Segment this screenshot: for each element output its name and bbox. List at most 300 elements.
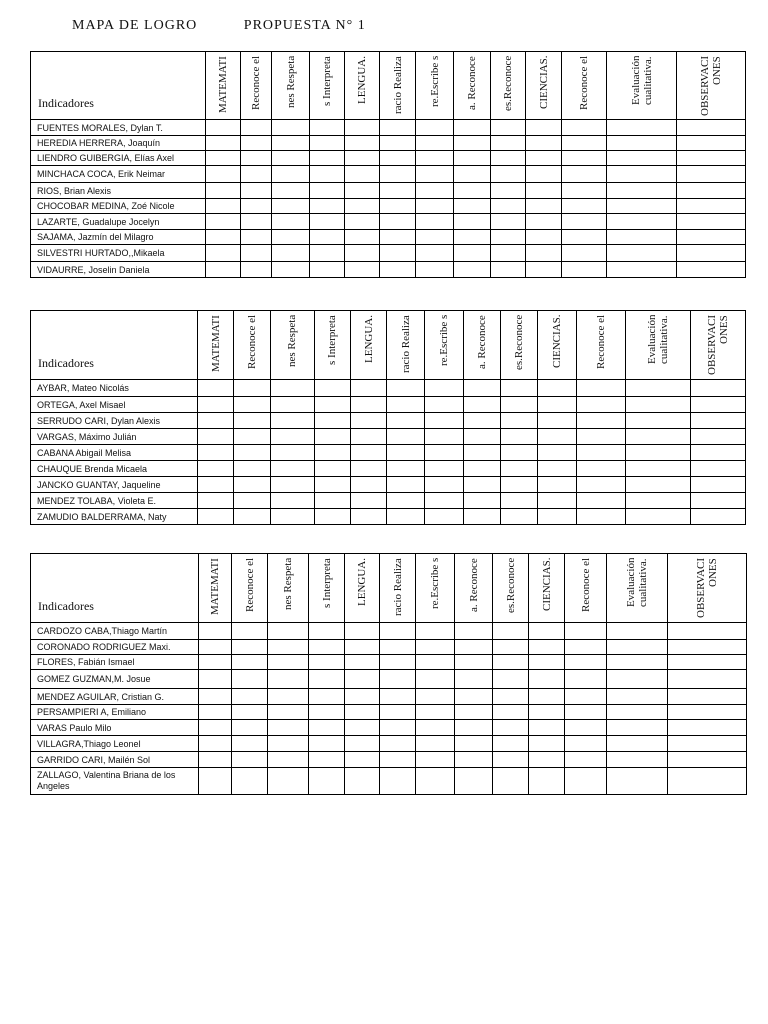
grade-cell[interactable]: [491, 166, 526, 183]
grade-cell[interactable]: [529, 640, 565, 655]
grade-cell[interactable]: [677, 262, 746, 278]
grade-cell[interactable]: [625, 380, 691, 397]
grade-cell[interactable]: [493, 768, 529, 795]
grade-cell[interactable]: [455, 736, 493, 752]
grade-cell[interactable]: [491, 245, 526, 262]
grade-cell[interactable]: [562, 199, 607, 214]
grade-cell[interactable]: [501, 413, 538, 429]
grade-cell[interactable]: [416, 689, 455, 705]
grade-cell[interactable]: [205, 166, 240, 183]
grade-cell[interactable]: [272, 230, 310, 245]
grade-cell[interactable]: [562, 166, 607, 183]
grade-cell[interactable]: [455, 670, 493, 689]
grade-cell[interactable]: [387, 413, 425, 429]
grade-cell[interactable]: [577, 461, 625, 477]
grade-cell[interactable]: [526, 136, 562, 151]
grade-cell[interactable]: [240, 214, 272, 230]
grade-cell[interactable]: [464, 413, 501, 429]
grade-cell[interactable]: [607, 670, 668, 689]
grade-cell[interactable]: [380, 151, 416, 166]
grade-cell[interactable]: [345, 230, 380, 245]
grade-cell[interactable]: [565, 670, 607, 689]
grade-cell[interactable]: [625, 397, 691, 413]
grade-cell[interactable]: [455, 655, 493, 670]
grade-cell[interactable]: [625, 509, 691, 525]
grade-cell[interactable]: [234, 445, 271, 461]
grade-cell[interactable]: [199, 640, 232, 655]
grade-cell[interactable]: [268, 640, 309, 655]
grade-cell[interactable]: [677, 151, 746, 166]
grade-cell[interactable]: [454, 166, 491, 183]
grade-cell[interactable]: [345, 640, 380, 655]
grade-cell[interactable]: [205, 214, 240, 230]
grade-cell[interactable]: [309, 720, 345, 736]
grade-cell[interactable]: [491, 183, 526, 199]
grade-cell[interactable]: [310, 245, 345, 262]
grade-cell[interactable]: [607, 230, 677, 245]
grade-cell[interactable]: [501, 461, 538, 477]
grade-cell[interactable]: [538, 429, 577, 445]
grade-cell[interactable]: [314, 477, 351, 493]
grade-cell[interactable]: [416, 768, 455, 795]
grade-cell[interactable]: [677, 199, 746, 214]
grade-cell[interactable]: [501, 477, 538, 493]
grade-cell[interactable]: [199, 689, 232, 705]
grade-cell[interactable]: [454, 262, 491, 278]
grade-cell[interactable]: [416, 720, 455, 736]
grade-cell[interactable]: [380, 768, 416, 795]
grade-cell[interactable]: [345, 623, 380, 640]
grade-cell[interactable]: [309, 689, 345, 705]
grade-cell[interactable]: [198, 477, 234, 493]
grade-cell[interactable]: [271, 445, 314, 461]
grade-cell[interactable]: [607, 151, 677, 166]
grade-cell[interactable]: [565, 655, 607, 670]
grade-cell[interactable]: [677, 230, 746, 245]
grade-cell[interactable]: [493, 670, 529, 689]
grade-cell[interactable]: [271, 397, 314, 413]
grade-cell[interactable]: [565, 752, 607, 768]
grade-cell[interactable]: [351, 477, 387, 493]
grade-cell[interactable]: [565, 736, 607, 752]
grade-cell[interactable]: [455, 768, 493, 795]
grade-cell[interactable]: [199, 752, 232, 768]
grade-cell[interactable]: [607, 120, 677, 136]
grade-cell[interactable]: [314, 380, 351, 397]
grade-cell[interactable]: [380, 230, 416, 245]
grade-cell[interactable]: [232, 720, 268, 736]
grade-cell[interactable]: [691, 413, 746, 429]
grade-cell[interactable]: [454, 136, 491, 151]
grade-cell[interactable]: [577, 509, 625, 525]
grade-cell[interactable]: [529, 768, 565, 795]
grade-cell[interactable]: [501, 380, 538, 397]
grade-cell[interactable]: [345, 166, 380, 183]
grade-cell[interactable]: [272, 262, 310, 278]
grade-cell[interactable]: [345, 705, 380, 720]
grade-cell[interactable]: [205, 199, 240, 214]
grade-cell[interactable]: [199, 670, 232, 689]
grade-cell[interactable]: [416, 136, 454, 151]
grade-cell[interactable]: [529, 752, 565, 768]
grade-cell[interactable]: [454, 183, 491, 199]
grade-cell[interactable]: [205, 151, 240, 166]
grade-cell[interactable]: [493, 705, 529, 720]
grade-cell[interactable]: [607, 640, 668, 655]
grade-cell[interactable]: [416, 166, 454, 183]
grade-cell[interactable]: [309, 670, 345, 689]
grade-cell[interactable]: [607, 705, 668, 720]
grade-cell[interactable]: [268, 705, 309, 720]
grade-cell[interactable]: [345, 120, 380, 136]
grade-cell[interactable]: [314, 397, 351, 413]
grade-cell[interactable]: [677, 166, 746, 183]
grade-cell[interactable]: [380, 199, 416, 214]
grade-cell[interactable]: [232, 655, 268, 670]
grade-cell[interactable]: [538, 413, 577, 429]
grade-cell[interactable]: [198, 445, 234, 461]
grade-cell[interactable]: [425, 413, 464, 429]
grade-cell[interactable]: [538, 493, 577, 509]
grade-cell[interactable]: [416, 752, 455, 768]
grade-cell[interactable]: [425, 445, 464, 461]
grade-cell[interactable]: [234, 477, 271, 493]
grade-cell[interactable]: [268, 689, 309, 705]
grade-cell[interactable]: [387, 380, 425, 397]
grade-cell[interactable]: [677, 214, 746, 230]
grade-cell[interactable]: [272, 120, 310, 136]
grade-cell[interactable]: [387, 397, 425, 413]
grade-cell[interactable]: [493, 752, 529, 768]
grade-cell[interactable]: [345, 752, 380, 768]
grade-cell[interactable]: [625, 413, 691, 429]
grade-cell[interactable]: [345, 245, 380, 262]
grade-cell[interactable]: [272, 214, 310, 230]
grade-cell[interactable]: [268, 623, 309, 640]
grade-cell[interactable]: [240, 166, 272, 183]
grade-cell[interactable]: [199, 655, 232, 670]
grade-cell[interactable]: [668, 736, 747, 752]
grade-cell[interactable]: [380, 136, 416, 151]
grade-cell[interactable]: [691, 397, 746, 413]
grade-cell[interactable]: [271, 493, 314, 509]
grade-cell[interactable]: [562, 230, 607, 245]
grade-cell[interactable]: [668, 720, 747, 736]
grade-cell[interactable]: [345, 199, 380, 214]
grade-cell[interactable]: [387, 429, 425, 445]
grade-cell[interactable]: [526, 199, 562, 214]
grade-cell[interactable]: [234, 429, 271, 445]
grade-cell[interactable]: [272, 166, 310, 183]
grade-cell[interactable]: [309, 752, 345, 768]
grade-cell[interactable]: [345, 689, 380, 705]
grade-cell[interactable]: [607, 752, 668, 768]
grade-cell[interactable]: [232, 736, 268, 752]
grade-cell[interactable]: [268, 768, 309, 795]
grade-cell[interactable]: [565, 689, 607, 705]
grade-cell[interactable]: [668, 689, 747, 705]
grade-cell[interactable]: [493, 736, 529, 752]
grade-cell[interactable]: [562, 183, 607, 199]
grade-cell[interactable]: [314, 509, 351, 525]
grade-cell[interactable]: [380, 752, 416, 768]
grade-cell[interactable]: [677, 245, 746, 262]
grade-cell[interactable]: [455, 720, 493, 736]
grade-cell[interactable]: [577, 477, 625, 493]
grade-cell[interactable]: [268, 752, 309, 768]
grade-cell[interactable]: [491, 136, 526, 151]
grade-cell[interactable]: [677, 183, 746, 199]
grade-cell[interactable]: [526, 262, 562, 278]
grade-cell[interactable]: [565, 768, 607, 795]
grade-cell[interactable]: [380, 183, 416, 199]
grade-cell[interactable]: [234, 397, 271, 413]
grade-cell[interactable]: [425, 477, 464, 493]
grade-cell[interactable]: [345, 670, 380, 689]
grade-cell[interactable]: [455, 689, 493, 705]
grade-cell[interactable]: [345, 183, 380, 199]
grade-cell[interactable]: [668, 655, 747, 670]
grade-cell[interactable]: [425, 397, 464, 413]
grade-cell[interactable]: [351, 461, 387, 477]
grade-cell[interactable]: [314, 445, 351, 461]
grade-cell[interactable]: [493, 720, 529, 736]
grade-cell[interactable]: [425, 380, 464, 397]
grade-cell[interactable]: [565, 623, 607, 640]
grade-cell[interactable]: [454, 245, 491, 262]
grade-cell[interactable]: [309, 623, 345, 640]
grade-cell[interactable]: [198, 397, 234, 413]
grade-cell[interactable]: [464, 461, 501, 477]
grade-cell[interactable]: [529, 655, 565, 670]
grade-cell[interactable]: [577, 429, 625, 445]
grade-cell[interactable]: [271, 509, 314, 525]
grade-cell[interactable]: [351, 413, 387, 429]
grade-cell[interactable]: [310, 166, 345, 183]
grade-cell[interactable]: [565, 720, 607, 736]
grade-cell[interactable]: [310, 183, 345, 199]
grade-cell[interactable]: [691, 380, 746, 397]
grade-cell[interactable]: [199, 623, 232, 640]
grade-cell[interactable]: [493, 655, 529, 670]
grade-cell[interactable]: [232, 689, 268, 705]
grade-cell[interactable]: [380, 214, 416, 230]
grade-cell[interactable]: [577, 380, 625, 397]
grade-cell[interactable]: [491, 230, 526, 245]
grade-cell[interactable]: [345, 262, 380, 278]
grade-cell[interactable]: [454, 214, 491, 230]
grade-cell[interactable]: [526, 230, 562, 245]
grade-cell[interactable]: [607, 136, 677, 151]
grade-cell[interactable]: [562, 245, 607, 262]
grade-cell[interactable]: [380, 736, 416, 752]
grade-cell[interactable]: [380, 655, 416, 670]
grade-cell[interactable]: [607, 768, 668, 795]
grade-cell[interactable]: [198, 493, 234, 509]
grade-cell[interactable]: [416, 245, 454, 262]
grade-cell[interactable]: [416, 670, 455, 689]
grade-cell[interactable]: [607, 736, 668, 752]
grade-cell[interactable]: [668, 768, 747, 795]
grade-cell[interactable]: [234, 380, 271, 397]
grade-cell[interactable]: [205, 120, 240, 136]
grade-cell[interactable]: [387, 461, 425, 477]
grade-cell[interactable]: [199, 768, 232, 795]
grade-cell[interactable]: [501, 445, 538, 461]
grade-cell[interactable]: [538, 397, 577, 413]
grade-cell[interactable]: [232, 623, 268, 640]
grade-cell[interactable]: [232, 670, 268, 689]
grade-cell[interactable]: [607, 720, 668, 736]
grade-cell[interactable]: [526, 214, 562, 230]
grade-cell[interactable]: [271, 429, 314, 445]
grade-cell[interactable]: [232, 752, 268, 768]
grade-cell[interactable]: [691, 509, 746, 525]
grade-cell[interactable]: [234, 509, 271, 525]
grade-cell[interactable]: [232, 640, 268, 655]
grade-cell[interactable]: [493, 689, 529, 705]
grade-cell[interactable]: [562, 262, 607, 278]
grade-cell[interactable]: [607, 245, 677, 262]
grade-cell[interactable]: [351, 380, 387, 397]
grade-cell[interactable]: [310, 136, 345, 151]
grade-cell[interactable]: [205, 262, 240, 278]
grade-cell[interactable]: [380, 720, 416, 736]
grade-cell[interactable]: [455, 640, 493, 655]
grade-cell[interactable]: [380, 623, 416, 640]
grade-cell[interactable]: [387, 509, 425, 525]
grade-cell[interactable]: [198, 509, 234, 525]
grade-cell[interactable]: [416, 120, 454, 136]
grade-cell[interactable]: [607, 689, 668, 705]
grade-cell[interactable]: [526, 120, 562, 136]
grade-cell[interactable]: [232, 768, 268, 795]
grade-cell[interactable]: [198, 461, 234, 477]
grade-cell[interactable]: [501, 397, 538, 413]
grade-cell[interactable]: [240, 151, 272, 166]
grade-cell[interactable]: [314, 413, 351, 429]
grade-cell[interactable]: [416, 183, 454, 199]
grade-cell[interactable]: [493, 640, 529, 655]
grade-cell[interactable]: [454, 199, 491, 214]
grade-cell[interactable]: [562, 214, 607, 230]
grade-cell[interactable]: [529, 736, 565, 752]
grade-cell[interactable]: [455, 752, 493, 768]
grade-cell[interactable]: [501, 509, 538, 525]
grade-cell[interactable]: [565, 640, 607, 655]
grade-cell[interactable]: [416, 736, 455, 752]
grade-cell[interactable]: [425, 509, 464, 525]
grade-cell[interactable]: [691, 461, 746, 477]
grade-cell[interactable]: [577, 445, 625, 461]
grade-cell[interactable]: [416, 199, 454, 214]
grade-cell[interactable]: [309, 655, 345, 670]
grade-cell[interactable]: [526, 151, 562, 166]
grade-cell[interactable]: [234, 413, 271, 429]
grade-cell[interactable]: [526, 166, 562, 183]
grade-cell[interactable]: [272, 136, 310, 151]
grade-cell[interactable]: [380, 670, 416, 689]
grade-cell[interactable]: [562, 151, 607, 166]
grade-cell[interactable]: [234, 493, 271, 509]
grade-cell[interactable]: [607, 262, 677, 278]
grade-cell[interactable]: [240, 262, 272, 278]
grade-cell[interactable]: [625, 477, 691, 493]
grade-cell[interactable]: [565, 705, 607, 720]
grade-cell[interactable]: [268, 655, 309, 670]
grade-cell[interactable]: [464, 509, 501, 525]
grade-cell[interactable]: [425, 493, 464, 509]
grade-cell[interactable]: [464, 445, 501, 461]
grade-cell[interactable]: [205, 183, 240, 199]
grade-cell[interactable]: [691, 477, 746, 493]
grade-cell[interactable]: [607, 623, 668, 640]
grade-cell[interactable]: [234, 461, 271, 477]
grade-cell[interactable]: [668, 623, 747, 640]
grade-cell[interactable]: [526, 245, 562, 262]
grade-cell[interactable]: [345, 136, 380, 151]
grade-cell[interactable]: [416, 262, 454, 278]
grade-cell[interactable]: [272, 183, 310, 199]
grade-cell[interactable]: [198, 380, 234, 397]
grade-cell[interactable]: [677, 120, 746, 136]
grade-cell[interactable]: [380, 705, 416, 720]
grade-cell[interactable]: [464, 493, 501, 509]
grade-cell[interactable]: [387, 493, 425, 509]
grade-cell[interactable]: [199, 705, 232, 720]
grade-cell[interactable]: [310, 120, 345, 136]
grade-cell[interactable]: [268, 670, 309, 689]
grade-cell[interactable]: [416, 655, 455, 670]
grade-cell[interactable]: [351, 429, 387, 445]
grade-cell[interactable]: [425, 429, 464, 445]
grade-cell[interactable]: [272, 151, 310, 166]
grade-cell[interactable]: [668, 670, 747, 689]
grade-cell[interactable]: [310, 214, 345, 230]
grade-cell[interactable]: [464, 397, 501, 413]
grade-cell[interactable]: [198, 413, 234, 429]
grade-cell[interactable]: [199, 720, 232, 736]
grade-cell[interactable]: [240, 120, 272, 136]
grade-cell[interactable]: [625, 429, 691, 445]
grade-cell[interactable]: [310, 151, 345, 166]
grade-cell[interactable]: [455, 705, 493, 720]
grade-cell[interactable]: [310, 262, 345, 278]
grade-cell[interactable]: [310, 199, 345, 214]
grade-cell[interactable]: [454, 120, 491, 136]
grade-cell[interactable]: [380, 689, 416, 705]
grade-cell[interactable]: [607, 214, 677, 230]
grade-cell[interactable]: [501, 429, 538, 445]
grade-cell[interactable]: [387, 477, 425, 493]
grade-cell[interactable]: [416, 230, 454, 245]
grade-cell[interactable]: [416, 705, 455, 720]
grade-cell[interactable]: [562, 136, 607, 151]
grade-cell[interactable]: [240, 230, 272, 245]
grade-cell[interactable]: [529, 689, 565, 705]
grade-cell[interactable]: [380, 262, 416, 278]
grade-cell[interactable]: [493, 623, 529, 640]
grade-cell[interactable]: [240, 183, 272, 199]
grade-cell[interactable]: [691, 429, 746, 445]
grade-cell[interactable]: [455, 623, 493, 640]
grade-cell[interactable]: [271, 461, 314, 477]
grade-cell[interactable]: [205, 230, 240, 245]
grade-cell[interactable]: [464, 477, 501, 493]
grade-cell[interactable]: [314, 493, 351, 509]
grade-cell[interactable]: [526, 183, 562, 199]
grade-cell[interactable]: [625, 493, 691, 509]
